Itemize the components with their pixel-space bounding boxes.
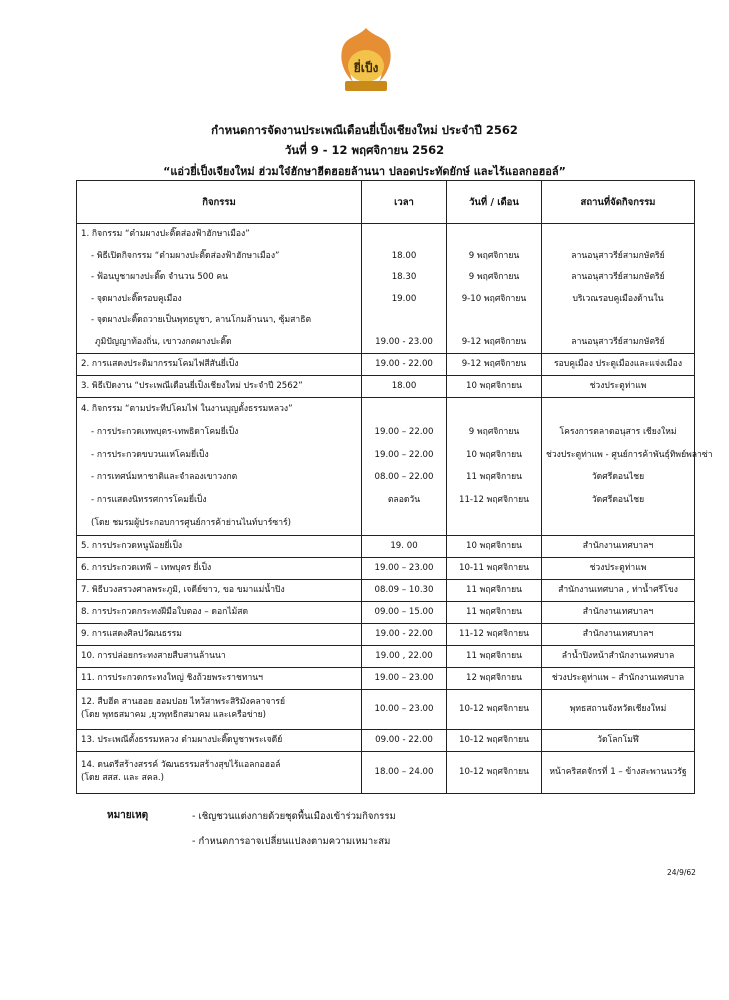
place-line: พุทธสถานจังหวัดเชียงใหม่: [569, 703, 667, 714]
table-row: [77, 623, 695, 645]
activity-line: 5. การประกวดหนูน้อยยี่เป็ง: [81, 540, 183, 551]
time-cell: [362, 689, 447, 729]
date-line: 11 พฤศจิกายน: [466, 606, 522, 617]
activity-line: 7. พิธีบวงสรวงศาลพระภูมิ, เจดีย์ขาว, ขอ ขมาแม่น้ำปิง: [81, 584, 285, 595]
time-line: 09.00 – 15.00: [374, 606, 434, 617]
activity-cell: [77, 623, 362, 645]
place-line: สำนักงานเทศบาล , ท่าน้ำศรีโขง: [558, 584, 678, 595]
date-line: [451, 398, 537, 421]
date-cell: [447, 376, 542, 398]
date-cell: [447, 667, 542, 689]
place-cell: [542, 398, 713, 536]
place-line: โครงการตลาดอนุสาร เชียงใหม่: [559, 426, 677, 437]
place-line: วัดศรีดอนไชย: [591, 495, 645, 506]
date-line: 10 พฤศจิกายน: [466, 540, 522, 551]
time-cell: [362, 623, 447, 645]
table-row: [77, 557, 695, 579]
activity-line: - จุดผางปะติ๊ดถวายเป็นพุทธบูชา, ลานโกมล้านนา, ซุ้มสาธิต: [91, 315, 312, 325]
activity-line: - การประกวดเทพบุตร-เทพธิดาโคมยี่เป็ง: [91, 426, 239, 437]
time-line: 18.00: [391, 250, 417, 261]
activity-cell: [77, 557, 362, 579]
table-row: [77, 645, 695, 667]
time-line: [366, 512, 442, 535]
date-cell: [447, 601, 542, 623]
date-cell: [447, 751, 542, 793]
activity-cell: [77, 645, 362, 667]
activity-cell: [77, 601, 362, 623]
place-cell: [542, 729, 695, 751]
activity-cell: [77, 729, 362, 751]
activity-cell: [77, 354, 362, 376]
time-line: 10.00 – 23.00: [374, 703, 434, 714]
place-line: สำนักงานเทศบาลฯ: [582, 540, 654, 551]
time-cell: [362, 601, 447, 623]
place-cell: [542, 689, 695, 729]
place-cell: [542, 751, 695, 793]
table-row: [77, 689, 695, 729]
time-line: [366, 224, 442, 246]
time-cell: [362, 667, 447, 689]
table-row: [77, 751, 695, 793]
place-cell: [542, 354, 695, 376]
activity-line: 13. ประเพณีตั้งธรรมหลวง ต๋ามผางปะติ๊ดบูชาพระเจดีย์: [81, 734, 283, 745]
activity-cell: [77, 224, 362, 354]
time-cell: [362, 535, 447, 557]
festival-logo: [335, 26, 397, 96]
date-line: [451, 512, 537, 535]
activity-line: - พิธีเปิดกิจกรรม “ต๋ามผางปะติ๊ดส่องฟ้าฮักษาเมือง”: [91, 250, 280, 261]
date-line: 10 พฤศจิกายน: [466, 449, 522, 460]
time-cell: [362, 557, 447, 579]
date-cell: [447, 224, 542, 354]
activity-line: 11. การประกวดกระทงใหญ่ ชิงถ้วยพระราชทานฯ: [81, 672, 264, 683]
activity-line: 8. การประกวดกระทงฝีมือใบตอง – ดอกไม้สด: [81, 606, 249, 617]
place-line: วัดโลกโมฬี: [597, 734, 639, 745]
date-line: 12 พฤศจิกายน: [466, 672, 522, 683]
date-line: 11-12 พฤศจิกายน: [458, 628, 529, 639]
place-line: ลานอนุสาวรีย์สามกษัตริย์: [571, 250, 665, 261]
time-cell: [362, 398, 447, 536]
date-line: [451, 310, 537, 332]
place-line: [546, 512, 690, 535]
document-date: 24/9/62: [667, 868, 696, 877]
header-place: สถานที่จัดกิจกรรม: [542, 181, 695, 224]
activity-cell: [77, 579, 362, 601]
time-line: 19.00 – 22.00: [374, 426, 434, 437]
time-line: 09.00 - 22.00: [375, 734, 433, 745]
date-line: 10 พฤศจิกายน: [466, 381, 522, 391]
remarks-label: หมายเหตุ: [107, 810, 149, 821]
time-cell: [362, 354, 447, 376]
time-line: 19.00 – 23.00: [374, 562, 434, 573]
document-title: กำหนดการจัดงานประเพณีเดือนยี่เป็งเชียงใหม่ ประจำปี 2562: [211, 123, 518, 137]
place-line: [546, 224, 690, 246]
place-cell: [542, 224, 695, 354]
date-cell: [447, 535, 542, 557]
table-row: [77, 667, 695, 689]
activity-line: 12. สืบฮีต สานฮอย ฮอมปอย ไหว้สาพระสิริมังคลาจารย์: [81, 697, 286, 708]
place-cell: [542, 535, 695, 557]
event-slogan: “แอ่วยี่เป็งเจียงใหม่ ฮ่วมใจ๋ฮักษาฮีตฮอยล้านนา ปลอดประทัดยักษ์ และไร้แอลกอฮอล์”: [163, 165, 566, 178]
time-line: [366, 398, 442, 421]
time-cell: [362, 376, 447, 398]
date-line: 9-12 พฤศจิกายน: [461, 359, 527, 369]
place-line: รอบคูเมือง ประตูเมืองและแจ่งเมือง: [553, 359, 683, 369]
date-line: 9 พฤศจิกายน: [468, 426, 520, 437]
schedule-table: [76, 180, 713, 794]
place-line: สำนักงานเทศบาลฯ: [582, 628, 654, 639]
time-cell: [362, 729, 447, 751]
date-line: [451, 224, 537, 246]
date-line: 9 พฤศจิกายน: [468, 250, 520, 261]
event-dates: วันที่ 9 - 12 พฤศจิกายน 2562: [284, 143, 445, 157]
table-row: [77, 729, 695, 751]
date-line: 11 พฤศจิกายน: [466, 472, 522, 483]
table-row: [77, 224, 695, 354]
activity-cell: [77, 398, 362, 536]
place-line: สำนักงานเทศบาลฯ: [582, 606, 654, 617]
time-cell: [362, 579, 447, 601]
time-cell: [362, 645, 447, 667]
date-cell: [447, 689, 542, 729]
activity-line: 1. กิจกรรม “ต๋ามผางปะติ๊ดส่องฟ้าฮักษาเมือง”: [81, 229, 250, 239]
activity-line: - การประกวดขบวนแห่โคมยี่เป็ง: [91, 449, 209, 460]
activity-cell: [77, 689, 362, 729]
date-line: 11-12 พฤศจิกายน: [458, 495, 529, 506]
time-cell: [362, 751, 447, 793]
activity-line: - การแสดงนิทรรศการโคมยี่เป็ง: [91, 495, 207, 506]
remark-item: - เชิญชวนแต่งกายด้วยชุดพื้นเมืองเข้าร่วมกิจกรรม: [192, 811, 396, 822]
date-line: 11 พฤศจิกายน: [466, 650, 522, 661]
place-line: ช่วงประตูท่าแพ: [589, 381, 647, 391]
date-line: 9-12 พฤศจิกายน: [461, 336, 527, 347]
activity-line: 14. ดนตรีสร้างสรรค์ วัฒนธรรมสร้างสุขไร้แอลกอฮอล์: [81, 760, 281, 771]
place-cell: [542, 376, 695, 398]
activity-cell: [77, 535, 362, 557]
time-line: 19.00 – 22.00: [374, 449, 434, 460]
logo-text: ยี่เป็ง: [353, 61, 379, 75]
date-line: 11 พฤศจิกายน: [466, 584, 522, 595]
date-line: 10-12 พฤศจิกายน: [458, 703, 529, 714]
time-cell: [362, 224, 447, 354]
activity-line: 2. การแสดงประติมากรรมโคมไฟสีสันยี่เป็ง: [81, 359, 239, 369]
time-line: 19. 00: [390, 540, 418, 551]
date-cell: [447, 579, 542, 601]
place-line: [546, 310, 690, 332]
place-line: ช่วงประตูท่าแพ: [589, 562, 647, 573]
table-row: [77, 535, 695, 557]
date-cell: [447, 354, 542, 376]
time-line: 19.00 , 22.00: [375, 650, 433, 661]
place-cell: [542, 557, 695, 579]
table-row: [77, 376, 695, 398]
date-cell: [447, 645, 542, 667]
time-line: [366, 310, 442, 332]
table-row: [77, 601, 695, 623]
place-line: หน้าคริสตจักรที่ 1 – ข้างสะพานนวรัฐ: [549, 766, 687, 777]
place-line: บริเวณรอบคูเมืองด้านใน: [572, 293, 664, 304]
activity-line: - ฟ้อนบูชาผางปะติ๊ด จำนวน 500 คน: [91, 272, 229, 282]
activity-line: - จุดผางปะติ๊ดรอบคูเมือง: [91, 293, 182, 304]
place-cell: [542, 579, 695, 601]
time-line: 19.00 - 22.00: [375, 359, 433, 369]
time-line: 19.00: [391, 293, 417, 304]
time-line: ตลอดวัน: [387, 495, 421, 506]
date-line: 9-10 พฤศจิกายน: [461, 293, 527, 304]
table-row: [77, 579, 695, 601]
activity-line: 10. การปล่อยกระทงสายสืบสานล้านนา: [81, 650, 226, 661]
header-activity: กิจกรรม: [77, 181, 362, 224]
time-line: 19.00 - 22.00: [375, 628, 433, 639]
date-line: 10-11 พฤศจิกายน: [458, 562, 529, 573]
date-cell: [447, 729, 542, 751]
header-time: เวลา: [362, 181, 447, 224]
place-line: ช่วงประตูท่าแพ – สำนักงานเทศบาล: [551, 672, 685, 683]
activity-cell: [77, 376, 362, 398]
date-line: 10-12 พฤศจิกายน: [458, 734, 529, 745]
activity-line: (โดย สสส. และ สคล.): [81, 773, 165, 784]
place-line: ลำน้ำปิงหน้าสำนักงานเทศบาล: [561, 650, 675, 661]
date-cell: [447, 398, 542, 536]
place-line: ลานอนุสาวรีย์สามกษัตริย์: [571, 336, 665, 347]
time-line: 18.30: [391, 272, 417, 282]
table-row: [77, 398, 695, 536]
place-line: [546, 398, 690, 421]
place-line: วัดศรีดอนไชย: [591, 472, 645, 483]
place-line: ช่วงประตูท่าแพ - ศูนย์การค้าพันธุ์ทิพย์พลาซ่า: [546, 449, 713, 460]
activity-line: 9. การแสดงศิลปวัฒนธรรม: [81, 628, 182, 639]
time-line: 19.00 – 23.00: [374, 672, 434, 683]
time-line: 08.09 – 10.30: [374, 584, 434, 595]
yi-peng-logo-icon: [335, 26, 397, 96]
time-line: 08.00 – 22.00: [374, 472, 434, 483]
table-row: [77, 354, 695, 376]
activity-cell: [77, 751, 362, 793]
time-line: 18.00 – 24.00: [374, 766, 434, 777]
date-line: 10-12 พฤศจิกายน: [458, 766, 529, 777]
date-cell: [447, 623, 542, 645]
place-cell: [542, 645, 695, 667]
header-date: วันที่ / เดือน: [447, 181, 542, 224]
place-cell: [542, 623, 695, 645]
activity-line: (โดย พุทธสมาคม ,ยุวพุทธิกสมาคม และเครือข่าย): [81, 710, 266, 721]
place-cell: [542, 667, 695, 689]
date-cell: [447, 557, 542, 579]
remark-item: - กำหนดการอาจเปลี่ยนแปลงตามความเหมาะสม: [192, 836, 391, 847]
activity-line: (โดย ชมรมผู้ประกอบการศูนย์การค้าย่านไนท์บาร์ซาร์): [91, 518, 291, 529]
activity-line: - การเทศน์มหาชาติและจำลองเขาวงกต: [91, 472, 238, 483]
date-line: 9 พฤศจิกายน: [468, 272, 520, 282]
place-cell: [542, 601, 695, 623]
place-line: ลานอนุสาวรีย์สามกษัตริย์: [571, 272, 665, 282]
activity-cell: [77, 667, 362, 689]
activity-line: 6. การประกวดเทพี – เทพบุตร ยี่เป็ง: [81, 562, 212, 573]
activity-line: ภูมิปัญญาท้องถิ่น, เขาวงกตผางปะติ๊ด: [95, 336, 232, 347]
time-line: 18.00: [391, 381, 417, 391]
activity-line: 3. พิธีเปิดงาน “ประเพณีเดือนยี่เป็งเชียงใหม่ ประจำปี 2562”: [81, 381, 303, 391]
time-line: 19.00 - 23.00: [375, 336, 433, 347]
activity-line: 4. กิจกรรม “ตามประทีปโคมไฟ ในงานบุญตั้งธรรมหลวง”: [81, 404, 293, 414]
table-header-row: [77, 181, 695, 224]
